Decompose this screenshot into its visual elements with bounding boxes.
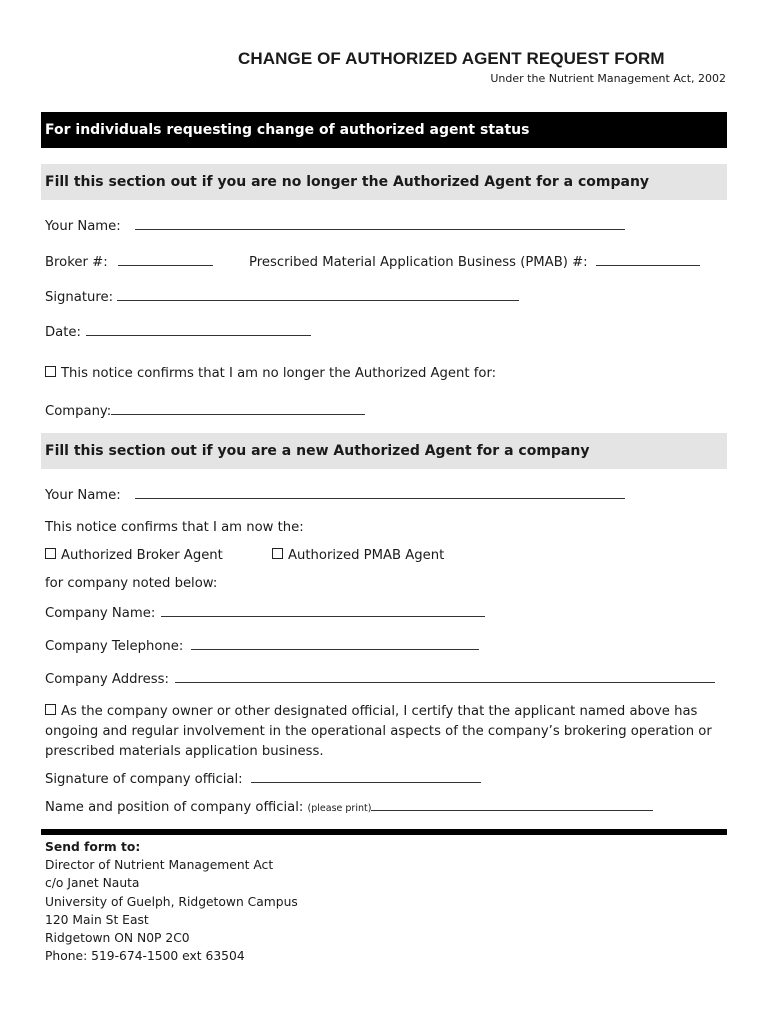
s1-confirm-row xyxy=(45,366,496,381)
s1-pmab-field[interactable] xyxy=(596,252,700,266)
s1-broker-field[interactable] xyxy=(118,252,213,266)
s2-official-signature-field[interactable] xyxy=(251,769,481,783)
s1-confirm-text: This notice confirms that I am no longer the Authorized Agent for: xyxy=(61,366,497,381)
s2-certify-paragraph xyxy=(45,702,725,762)
s2-certify-text: As the company owner or other designated official, I certify that the applicant named above has ongoing and regular involvement in the operational aspects of the company’s brokering operation or prescribed materials application business. xyxy=(45,704,712,759)
section2-heading: Fill this section out if you are a new Authorized Agent for a company xyxy=(45,443,590,459)
section1-header xyxy=(41,164,727,200)
main-banner-text: For individuals requesting change of authorized agent status xyxy=(45,122,530,138)
s1-company-label: Company: xyxy=(45,404,112,419)
s2-company-name-field[interactable] xyxy=(161,603,485,617)
s1-date-row xyxy=(45,322,311,340)
s2-certify-checkbox[interactable] xyxy=(45,704,56,715)
s1-company-field[interactable] xyxy=(111,401,365,415)
s2-broker-checkbox[interactable] xyxy=(45,548,56,559)
s2-official-signature-row xyxy=(45,769,481,787)
s1-signature-field[interactable] xyxy=(117,287,519,301)
s2-official-name-row xyxy=(45,797,653,815)
s2-option-pmab[interactable] xyxy=(272,548,444,563)
s2-your-name-field[interactable] xyxy=(135,485,625,499)
send-to-line: 120 Main St East xyxy=(45,912,149,927)
s1-confirm-checkbox[interactable] xyxy=(45,366,56,377)
s1-date-label: Date: xyxy=(45,325,81,340)
s2-company-address-row xyxy=(45,669,715,687)
s1-pmab-label: Prescribed Material Application Business (PMAB) #: xyxy=(249,255,588,270)
s2-pmab-checkbox[interactable] xyxy=(272,548,283,559)
s2-company-name-row xyxy=(45,603,485,621)
s2-confirm-text: This notice confirms that I am now the: xyxy=(45,520,304,535)
s2-your-name-row xyxy=(45,485,625,503)
s1-pmab-row xyxy=(249,252,700,270)
s2-pmab-label: Authorized PMAB Agent xyxy=(288,548,445,563)
s2-company-name-label: Company Name: xyxy=(45,606,156,621)
s1-your-name-row xyxy=(45,216,625,234)
s2-official-name-label: Name and position of company official: xyxy=(45,800,304,815)
send-to-line: c/o Janet Nauta xyxy=(45,876,140,891)
form-subtitle: Under the Nutrient Management Act, 2002 xyxy=(490,72,726,85)
section1-heading: Fill this section out if you are no longer the Authorized Agent for a company xyxy=(45,174,650,190)
s2-your-name-label: Your Name: xyxy=(45,488,121,503)
s2-official-name-field[interactable] xyxy=(371,797,653,811)
form-title: CHANGE OF AUTHORIZED AGENT REQUEST FORM xyxy=(238,49,665,68)
s1-company-row xyxy=(45,401,365,419)
send-to-line: University of Guelph, Ridgetown Campus xyxy=(45,894,298,909)
s2-for-company-text: for company noted below: xyxy=(45,576,218,591)
s1-broker-row xyxy=(45,252,213,270)
s2-company-address-label: Company Address: xyxy=(45,672,169,687)
s1-broker-label: Broker #: xyxy=(45,255,108,270)
s1-signature-label: Signature: xyxy=(45,290,114,305)
main-banner xyxy=(41,112,727,148)
footer-rule xyxy=(41,829,727,835)
s1-your-name-label: Your Name: xyxy=(45,219,121,234)
s2-option-broker[interactable] xyxy=(45,548,223,563)
section2-header xyxy=(41,433,727,469)
s2-please-print: (please print) xyxy=(307,803,372,814)
send-to-heading: Send form to: xyxy=(45,840,141,854)
s1-date-field[interactable] xyxy=(86,322,311,336)
s1-signature-row xyxy=(45,287,519,305)
s2-broker-label: Authorized Broker Agent xyxy=(61,548,223,563)
send-to-block xyxy=(45,838,298,965)
send-to-line: Director of Nutrient Management Act xyxy=(45,858,274,873)
s2-company-telephone-label: Company Telephone: xyxy=(45,639,184,654)
s2-company-address-field[interactable] xyxy=(175,669,715,683)
s2-company-telephone-field[interactable] xyxy=(191,636,479,650)
send-to-line: Ridgetown ON N0P 2C0 xyxy=(45,931,190,946)
s2-company-telephone-row xyxy=(45,636,479,654)
s2-official-signature-label: Signature of company official: xyxy=(45,772,243,787)
s1-your-name-field[interactable] xyxy=(135,216,625,230)
send-to-line: Phone: 519-674-1500 ext 63504 xyxy=(45,949,245,964)
